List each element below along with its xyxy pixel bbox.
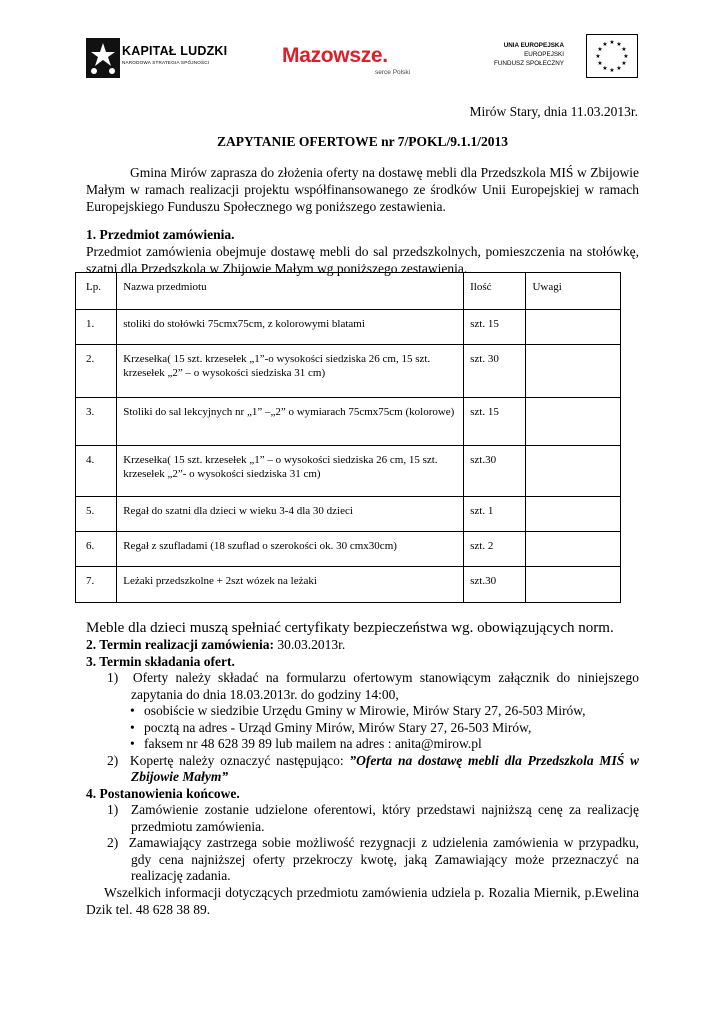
svg-text:★: ★ — [609, 67, 615, 74]
section-3-item-2-num: 2) — [107, 752, 119, 768]
row-lp: 6. — [76, 532, 117, 567]
mazowsze-name: Mazowsze. — [282, 44, 388, 67]
kapital-ludzki-logo — [86, 38, 236, 80]
svg-text:★: ★ — [616, 41, 622, 48]
svg-text:★: ★ — [621, 60, 627, 67]
list-item — [86, 736, 639, 753]
svg-text:★: ★ — [616, 65, 622, 72]
row-name: Leżaki przedszkolne + 2szt wózek na leżaki — [117, 567, 464, 603]
eu-flag — [586, 34, 638, 78]
row-note — [526, 345, 621, 398]
bullet-icon: • — [130, 736, 135, 751]
table-row — [76, 497, 621, 532]
section-2-value: 30.03.2013r. — [273, 637, 346, 652]
row-note — [526, 398, 621, 446]
table-header-row — [76, 273, 621, 310]
items-table — [75, 272, 621, 603]
section-3-item-2-quote: ”Oferta na dostawę mebli dla Przedszkola MIŚ w Zbijowie Małym” — [131, 752, 640, 784]
table-row — [76, 532, 621, 567]
eu-text — [471, 42, 564, 68]
section-1-text: Przedmiot zamówienia obejmuje dostawę mebli do sal przedszkolnych, pomieszczenia na stołówkę, szatni dla Przedszkola w Zbijowie Małym wg poniższego zestawienia. — [86, 244, 639, 276]
certificates-note: Meble dla dzieci muszą spełniać certyfikaty bezpieczeństwa wg. obowiązujących norm. — [86, 620, 614, 636]
header-logos — [86, 30, 644, 80]
row-name: Regał do szatni dla dzieci w wieku 3-4 dla 30 dzieci — [117, 497, 464, 532]
row-name: Krzesełka( 15 szt. krzesełek „1”-o wysokości siedziska 26 cm, 15 szt. krzesełek „2” – o wysokości siedziska 31 cm) — [117, 345, 464, 398]
row-lp: 2. — [76, 345, 117, 398]
svg-text:★: ★ — [609, 39, 615, 46]
section-2-heading: 2. Termin realizacji zamówienia: — [86, 637, 274, 652]
row-qty: szt. 15 — [464, 398, 526, 446]
section-2 — [86, 637, 639, 654]
row-lp: 3. — [76, 398, 117, 446]
section-4-heading: 4. Postanowienia końcowe. — [86, 785, 240, 801]
row-note — [526, 446, 621, 497]
svg-text:★: ★ — [623, 53, 629, 60]
bullet-icon: • — [130, 719, 135, 735]
kapital-ludzki-subtitle: NARODOWA STRATEGIA SPÓJNOŚCI — [122, 60, 210, 65]
table-row — [76, 345, 621, 398]
row-name: Krzesełka( 15 szt. krzesełek „1” – o wysokości siedziska 26 cm, 15 szt. krzesełek „2”- o wysokości siedziska 31 cm) — [117, 446, 464, 497]
svg-text:★: ★ — [595, 53, 601, 60]
sections-2-4 — [86, 637, 639, 885]
eu-line1: UNIA EUROPEJSKA — [503, 42, 564, 49]
table-row — [76, 446, 621, 497]
footer-contact: Wszelkich informacji dotyczących przedmiotu zamówienia udziela p. Rozalia Miernik, p.Ewelina Dzik tel. 48 628 38 89. — [86, 885, 639, 917]
row-name: Stoliki do sal lekcyjnych nr „1” –„2” o wymiarach 75cmx75cm (kolorowe) — [117, 398, 464, 446]
header-lp: Lp. — [76, 273, 117, 310]
svg-text:★: ★ — [602, 41, 608, 48]
section-1 — [86, 226, 639, 277]
svg-text:★: ★ — [602, 65, 608, 72]
row-note — [526, 532, 621, 567]
row-qty: szt.30 — [464, 446, 526, 497]
list-item — [86, 703, 639, 720]
intro-paragraph: Gmina Mirów zaprasza do złożenia oferty na dostawę mebli dla Przedszkola MIŚ w Zbijowie Małym w ramach realizacji projektu współfinansowanego ze środków Unii Europejskiej w ramach Europejskiego Funduszu Społecznego wg poniższego zestawienia. — [86, 165, 639, 214]
row-note — [526, 310, 621, 345]
row-qty: szt. 30 — [464, 345, 526, 398]
row-name: Regał z szufladami (18 szuflad o szerokości ok. 30 cmx30cm) — [117, 532, 464, 567]
section-4-item-2-text: Zamawiający zastrzega sobie możliwość rezygnacji z udzielenia zamówienia w przypadku, gdy cena najniższej oferty przekroczy kwotę, jaką Zamawiający może przeznaczyć na realizację zadania. — [128, 835, 640, 883]
row-qty: szt. 15 — [464, 310, 526, 345]
bullet-text: faksem nr 48 628 39 89 lub mailem na adres : anita@mirow.pl — [144, 736, 482, 751]
row-lp: 5. — [76, 497, 117, 532]
section-3-item-2-text: Kopertę należy oznaczyć następująco: — [129, 752, 350, 768]
section-3-heading: 3. Termin składania ofert. — [86, 653, 235, 669]
table-row — [76, 567, 621, 603]
header-notes: Uwagi — [526, 273, 621, 310]
document-title: ZAPYTANIE OFERTOWE nr 7/POKL/9.1.1/2013 — [217, 134, 508, 149]
svg-text:★: ★ — [597, 46, 603, 53]
row-qty: szt.30 — [464, 567, 526, 603]
date-line: Mirów Stary, dnia 11.03.2013r. — [469, 104, 638, 119]
row-name: stoliki do stołówki 75cmx75cm, z kolorowymi blatami — [117, 310, 464, 345]
section-4-item-2-num: 2) — [107, 835, 119, 850]
eu-line2: EUROPEJSKI — [524, 50, 564, 58]
row-qty: szt. 2 — [464, 532, 526, 567]
section-4-item-1 — [86, 802, 639, 835]
mazowsze-logo — [282, 44, 442, 80]
row-lp: 1. — [76, 310, 117, 345]
row-qty: szt. 1 — [464, 497, 526, 532]
row-note — [526, 497, 621, 532]
table-row — [76, 398, 621, 446]
mazowsze-tagline: serce Polski — [375, 69, 411, 76]
kapital-ludzki-emblem-icon — [86, 38, 120, 78]
bullet-text: pocztą na adres - Urząd Gminy Mirów, Mirów Stary 27, 26-503 Mirów, — [144, 719, 532, 735]
eu-line3: FUNDUSZ SPOŁECZNY — [494, 59, 564, 67]
section-4-item-1-text: Zamówienie zostanie udzielone oferentowi, który przedstawi najniższą cenę za realizację przedmiotu zamówienia. — [130, 802, 640, 834]
header-name: Nazwa przedmiotu — [117, 273, 464, 310]
section-3-item-1-text: Oferty należy składać na formularzu ofertowym stanowiącym załącznik do niniejszego zapytania do dnia 18.03.2013r. do godziny 14:00, — [131, 670, 640, 702]
list-item — [86, 720, 639, 737]
bullet-icon: • — [130, 703, 135, 718]
row-note — [526, 567, 621, 603]
svg-text:★: ★ — [597, 60, 603, 67]
section-1-heading: 1. Przedmiot zamówienia. — [86, 227, 235, 242]
section-4-item-1-num: 1) — [107, 802, 119, 817]
row-lp: 7. — [76, 567, 117, 603]
section-3-item-1 — [86, 670, 639, 703]
svg-text:★: ★ — [621, 46, 627, 53]
section-4-item-2 — [86, 835, 639, 885]
section-3-item-2 — [86, 753, 639, 786]
bullet-text: osobiście w siedzibie Urzędu Gminy w Mirowie, Mirów Stary 27, 26-503 Mirów, — [144, 703, 586, 718]
kapital-ludzki-title: KAPITAŁ LUDZKI — [122, 44, 228, 58]
header-qty: Ilość — [464, 273, 526, 310]
section-3-item-1-num: 1) — [107, 670, 119, 685]
row-lp: 4. — [76, 446, 117, 497]
table-row — [76, 310, 621, 345]
eu-stars-icon — [587, 35, 637, 77]
